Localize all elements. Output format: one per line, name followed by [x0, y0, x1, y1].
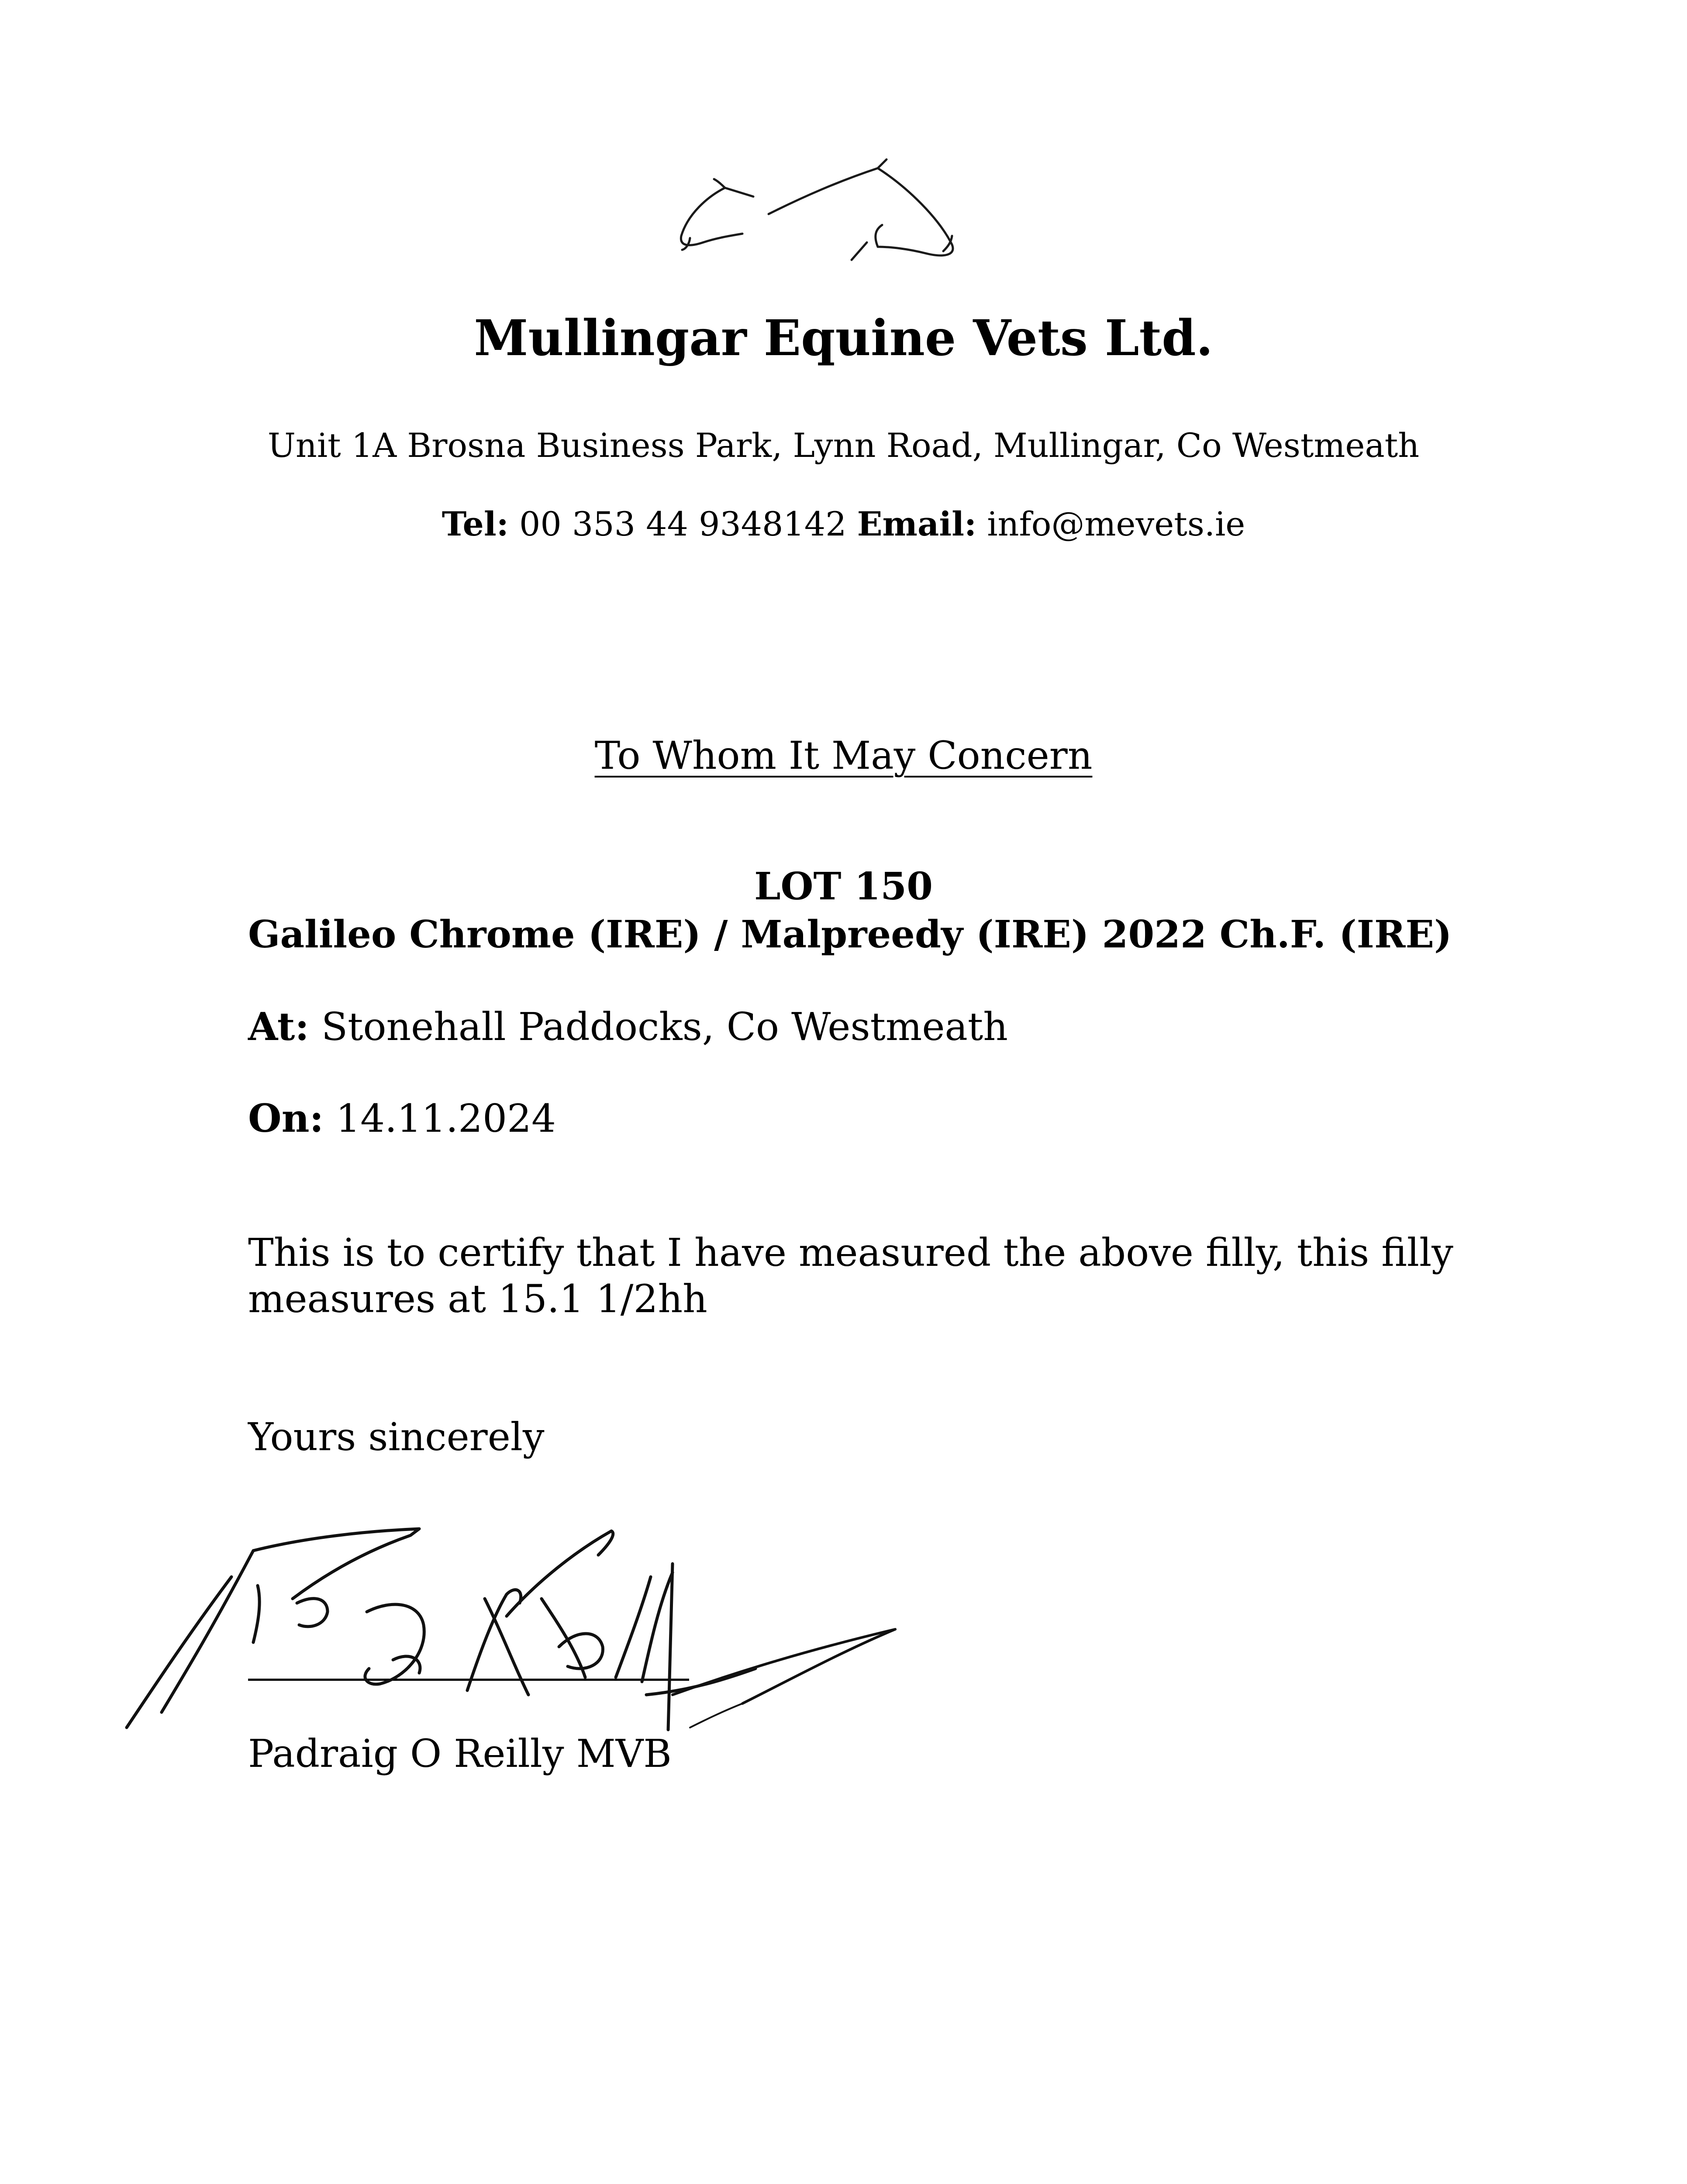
at-value: Stonehall Paddocks, Co Westmeath [321, 1004, 1008, 1049]
certification-text: This is to certify that I have measured the above filly, this filly measures at 15.1 1/2hh [248, 1230, 1453, 1321]
date-line [248, 1092, 556, 1145]
at-label: At: [248, 1004, 309, 1049]
on-label: On: [248, 1095, 324, 1141]
company-address: Unit 1A Brosna Business Park, Lynn Road, Mullingar, Co Westmeath [267, 426, 1420, 465]
email-label: Email: [857, 505, 977, 543]
tel-label: Tel: [442, 505, 509, 543]
salutation-text: To Whom It May Concern [594, 733, 1093, 778]
horse-description: Galileo Chrome (IRE) / Malpreedy (IRE) 2022 Ch.F. (IRE) [248, 912, 1452, 957]
lot-number: LOT 150 [754, 864, 933, 909]
email-value: info@mevets.ie [987, 505, 1245, 543]
contact-line [0, 500, 1687, 548]
salutation [0, 729, 1687, 782]
signatory-name: Padraig O Reilly MVB [248, 1731, 672, 1776]
horse-heads-logo-icon [673, 149, 969, 271]
tel-value: 00 353 44 9348142 [519, 505, 847, 543]
on-value: 14.11.2024 [336, 1096, 556, 1141]
handwritten-signature-icon [122, 1485, 917, 1747]
location-line [248, 1000, 1008, 1053]
company-name: Mullingar Equine Vets Ltd. [474, 310, 1213, 367]
closing: Yours sincerely [248, 1414, 545, 1459]
